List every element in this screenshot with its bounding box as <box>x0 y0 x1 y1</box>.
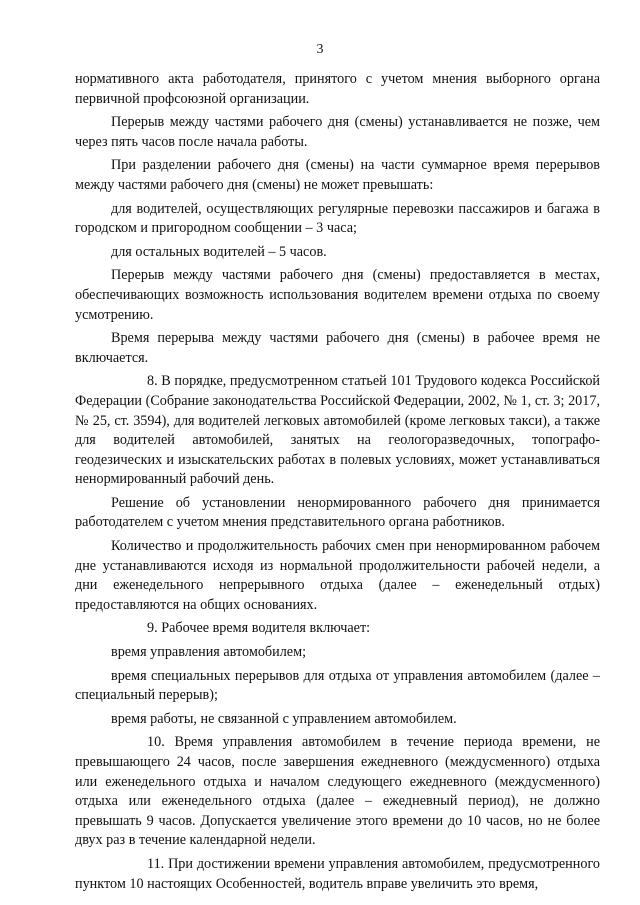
paragraph <box>75 710 600 730</box>
paragraph <box>75 113 600 152</box>
paragraph-item-11 <box>75 855 600 894</box>
paragraph-text: Рабочее время водителя включает: <box>161 620 371 637</box>
paragraph-text: время управления автомобилем; <box>111 644 307 661</box>
page-number: 3 <box>316 42 324 57</box>
paragraph-text: Решение об установлении ненормированного рабочего дня принимается работодателем с учетом мнения представительного органа работников. <box>75 494 600 531</box>
paragraph-text: Время перерыва между частями рабочего дня (смены) в рабочее время не включается. <box>75 330 600 366</box>
paragraph <box>75 200 600 239</box>
paragraph-item-8 <box>75 372 600 490</box>
item-number: 11. <box>147 855 165 872</box>
paragraph <box>75 494 600 533</box>
paragraph-item-9 <box>75 619 600 639</box>
paragraph-text: При разделении рабочего дня (смены) на части суммарное время перерывов между частями рабочего дня (смены) не может превышать: <box>75 157 600 193</box>
paragraph-text: При достижении времени управления автомобилем, предусмотренного пунктом 10 настоящих Особенностей, водитель вправе увеличить это время, <box>75 855 601 892</box>
paragraph-item-10 <box>75 733 600 851</box>
paragraph-text: Количество и продолжительность рабочих смен при ненормированном рабочем дне устанавливаются исходя из нормальной продолжительности рабочей недели, а дни еженедельного непрерывного отдыха (далее – еженедельный отдых) предоставляются на общих основаниях. <box>75 538 600 613</box>
paragraph <box>75 156 600 195</box>
paragraph-text: нормативного акта работодателя, принятого с учетом мнения выборного органа первичной профсоюзной организации. <box>75 71 600 107</box>
paragraph-text: В порядке, предусмотренном статьей 101 Трудового кодекса Российской Федерации (Собрание законодательства Российской Федерации, 2002, № 1, ст. 3; 2017, № 25, ст. 3594), для водителей легковых автомобилей (кроме легковых такси), а также для водителей автомобилей, занятых на геологоразведочных, топографо-геодезических и изыскательских работах в полевых условиях, может устанавливаться ненормированный рабочий день. <box>75 373 600 488</box>
paragraph <box>75 643 600 663</box>
paragraph <box>75 70 600 109</box>
paragraph <box>75 667 600 706</box>
paragraph-text: Перерыв между частями рабочего дня (смены) предоставляется в местах, обеспечивающих возможность использования водителем времени отдыха по своему усмотрению. <box>75 267 600 323</box>
paragraph-text: для водителей, осуществляющих регулярные перевозки пассажиров и багажа в городском и пригородном сообщении – 3 часа; <box>75 200 600 237</box>
paragraph <box>75 329 600 368</box>
item-number: 8. <box>147 373 158 390</box>
paragraph-text: время специальных перерывов для отдыха от управления автомобилем (далее – специальный перерыв); <box>75 667 600 704</box>
paragraph <box>75 266 600 325</box>
document-body <box>75 70 600 898</box>
item-number: 10. <box>147 734 165 751</box>
item-number: 9. <box>147 620 158 637</box>
paragraph-text: Время управления автомобилем в течение периода времени, не превышающего 24 часов, после завершения ежедневного (междусменного) отдыха или еженедельного отдыха и началом следующего ежедневного (междусменного) отдыха или еженедельного отдыха (далее – ежедневный период), не должно превышать 9 часов. Допускается увеличение этого времени до 10 часов, но не более двух раз в течение календарной недели. <box>75 734 600 849</box>
paragraph <box>75 243 600 263</box>
paragraph-text: Перерыв между частями рабочего дня (смены) устанавливается не позже, чем через пять часов после начала работы. <box>75 114 600 150</box>
paragraph <box>75 537 600 615</box>
paragraph-text: для остальных водителей – 5 часов. <box>111 243 327 260</box>
paragraph-text: время работы, не связанной с управлением автомобилем. <box>111 710 457 727</box>
